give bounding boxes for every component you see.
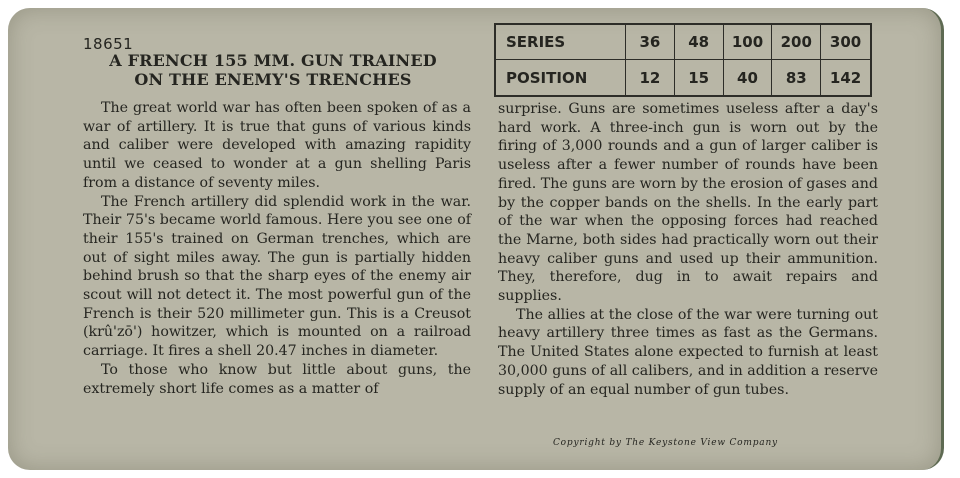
title-line-2: ON THE ENEMY'S TRENCHES: [134, 70, 412, 89]
title-line-1: A FRENCH 155 MM. GUN TRAINED: [109, 51, 437, 70]
series-value: 48: [675, 25, 724, 60]
series-value: 36: [626, 25, 675, 60]
paragraph-4: The allies at the close of the war were turning out heavy artillery three times as fast as the Germans. The United States alone expected to furnish at least 30,000 guns of all calibers, and in addition a reserve supply of an equal number of gun tubes.: [498, 306, 878, 398]
paragraph-3: To those who know but little about guns, the extremely short life comes as a matter of: [83, 361, 471, 397]
position-value: 83: [772, 60, 821, 95]
paragraph-2: The French artillery did splendid work in the war. Their 75's became world famous. Here you see one of their 155's trained on German trenches, which are out of sight miles away. The gun is partially hidden behind brush so that the sharp eyes of the enemy air scout will not detect it. The most powerful gun of the French is their 520 millimeter gun. This is a Creusot (krû'zō') howitzer, which is mounted on a railroad carriage. It fires a shell 20.47 inches in diameter.: [83, 193, 471, 360]
series-value: 100: [724, 25, 773, 60]
position-value: 142: [829, 68, 862, 87]
copyright-notice: Copyright by The Keystone View Company: [553, 438, 778, 448]
stereoview-card-back: [8, 8, 944, 470]
paragraph-1: The great world war has often been spoken of as a war of artillery. It is true that guns of various kinds and caliber were developed with amazing rapidity until we ceased to wonder at a gun shelling Paris from a distance of seventy miles.: [83, 100, 471, 191]
text-column-right: [498, 100, 878, 399]
position-value: 15: [675, 60, 724, 95]
text-column-left: [83, 99, 471, 398]
series-position-table: [494, 23, 872, 97]
series-value: 300: [821, 25, 870, 60]
series-label: SERIES: [496, 25, 626, 60]
series-value: 200: [772, 25, 821, 60]
card-number: 18651: [83, 35, 134, 53]
position-value: 12: [626, 60, 675, 95]
paragraph-3-continued: surprise. Guns are sometimes useless after a day's hard work. A three-inch gun is worn out by the firing of 3,000 rounds and a gun of larger caliber is useless after a fewer number of rounds have been fired. The guns are worn by the erosion of gases and by the copper bands on the shells. In the early part of the war when the opposing forces had reached the Marne, both sides had practically worn out their heavy caliber guns and used up their ammunition. They, therefore, dug in to await repairs and supplies.: [498, 101, 878, 305]
position-value: 40: [724, 60, 773, 95]
position-label: POSITION: [496, 60, 626, 95]
card-title: [68, 51, 478, 89]
